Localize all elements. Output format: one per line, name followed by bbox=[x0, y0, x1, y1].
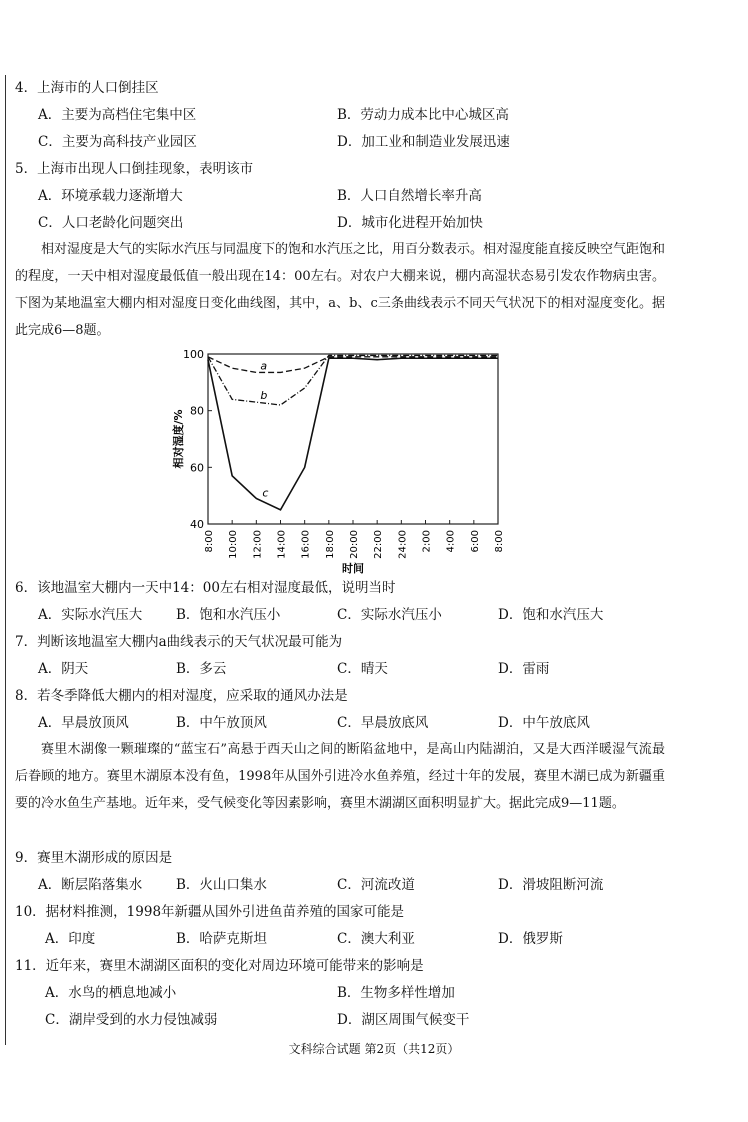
x-tick-label: 24:00 bbox=[397, 530, 409, 559]
q9-option-b: B．火山口集水 bbox=[176, 877, 267, 893]
q8-stem: 8．若冬季降低大棚内的相对湿度，应采取的通风办法是 bbox=[15, 688, 348, 704]
q7-option-b: B．多云 bbox=[176, 661, 227, 677]
q4-option-d: D．加工业和制造业发展迅速 bbox=[337, 134, 510, 150]
series-a-label: a bbox=[260, 359, 268, 373]
plot-frame bbox=[208, 354, 498, 524]
x-tick-label: 18:00 bbox=[324, 530, 336, 559]
y-axis-label: 相对湿度/% bbox=[172, 409, 185, 469]
q6-option-a: A．实际水汽压大 bbox=[38, 607, 143, 623]
q6-option-b: B．饱和水汽压小 bbox=[176, 607, 281, 623]
q9-option-a: A．断层陷落集水 bbox=[38, 877, 143, 893]
q7-option-d: D．雷雨 bbox=[498, 661, 550, 677]
q4-option-c: C．主要为高科技产业园区 bbox=[38, 134, 197, 150]
q4-option-b: B．劳动力成本比中心城区高 bbox=[337, 107, 509, 123]
margin-line bbox=[5, 75, 6, 1045]
q5-option-a: A．环境承载力逐渐增大 bbox=[38, 188, 183, 204]
y-tick-label: 100 bbox=[183, 348, 204, 361]
passage-sayram-lake: 赛里木湖像一颗璀璨的“蓝宝石”高悬于西天山之间的断陷盆地中，是高山内陆湖泊，又是大西洋暖湿气流最后眷顾的地方。赛里木湖原本没有鱼，1998年从国外引进冷水鱼养殖，经过十年的发展，赛里木湖已成为新疆重要的冷水鱼生产基地。近年来，受气候变化等因素影响，赛里木湖湖区面积明显扩大。据此完成9—11题。 bbox=[15, 742, 665, 811]
series-b-label: b bbox=[260, 389, 268, 403]
q7-stem: 7．判断该地温室大棚内a曲线表示的天气状况最可能为 bbox=[15, 634, 343, 650]
q9-option-d: D．滑坡阻断河流 bbox=[498, 877, 604, 893]
q8-option-b: B．中午放顶风 bbox=[176, 715, 267, 731]
q6-stem: 6．该地温室大棚内一天中14：00左右相对湿度最低，说明当时 bbox=[15, 580, 396, 596]
q9-option-c: C．河流改道 bbox=[337, 877, 415, 893]
q6-option-c: C．实际水汽压小 bbox=[337, 607, 442, 623]
x-tick-label: 6:00 bbox=[469, 530, 481, 553]
q8-option-c: C．早晨放底风 bbox=[337, 715, 429, 731]
passage-humidity: 相对湿度是大气的实际水汽压与同温度下的饱和水汽压之比，用百分数表示。相对湿度能直接反映空气距饱和的程度，一天中相对湿度最低值一般出现在14：00左右。对农户大棚来说，棚内高湿状态易引发农作物病虫害。下图为某地温室大棚内相对湿度日变化曲线图，其中，a、b、c三条曲线表示不同天气状况下的相对湿度变化。据此完成6—8题。 bbox=[15, 242, 666, 338]
y-tick-label: 60 bbox=[190, 461, 204, 475]
q8-option-a: A．早晨放顶风 bbox=[38, 715, 129, 731]
x-tick-label: 8:00 bbox=[204, 530, 215, 553]
q11-option-c: C．湖岸受到的水力侵蚀减弱 bbox=[45, 1012, 218, 1028]
series-a-line bbox=[208, 357, 498, 373]
x-tick-label: 20:00 bbox=[349, 530, 360, 559]
y-tick-label: 40 bbox=[190, 518, 204, 531]
x-tick-label: 12:00 bbox=[252, 530, 264, 559]
q5-option-c: C．人口老龄化问题突出 bbox=[38, 215, 184, 231]
q10-option-d: D．俄罗斯 bbox=[498, 931, 563, 947]
y-tick-label: 80 bbox=[190, 404, 204, 418]
q5-stem: 5．上海市出现人口倒挂现象，表明该市 bbox=[15, 161, 254, 177]
q8-option-d: D．中午放底风 bbox=[498, 715, 590, 731]
x-tick-label: 2:00 bbox=[421, 530, 433, 553]
q11-option-a: A．水鸟的栖息地减小 bbox=[45, 985, 177, 1001]
x-tick-label: 10:00 bbox=[228, 530, 240, 559]
x-tick-label: 22:00 bbox=[373, 530, 385, 559]
q10-option-b: B．哈萨克斯坦 bbox=[176, 931, 267, 947]
q7-option-c: C．晴天 bbox=[337, 661, 388, 677]
q11-option-d: D．湖区周围气候变干 bbox=[337, 1012, 470, 1028]
page-footer: 文科综合试题 第2页（共12页） bbox=[288, 1042, 460, 1056]
series-b-line bbox=[208, 355, 498, 405]
q4-option-a: A．主要为高档住宅集中区 bbox=[38, 107, 197, 123]
x-tick-label: 4:00 bbox=[445, 530, 457, 553]
q6-option-d: D．饱和水汽压大 bbox=[498, 607, 604, 623]
x-tick-label: 14:00 bbox=[276, 530, 288, 559]
q5-option-b: B．人口自然增长率升高 bbox=[337, 188, 482, 204]
series-c-line bbox=[208, 358, 498, 510]
q10-stem: 10．据材料推测，1998年新疆从国外引进鱼苗养殖的国家可能是 bbox=[15, 904, 405, 920]
q11-stem: 11．近年来，赛里木湖湖区面积的变化对周边环境可能带来的影响是 bbox=[15, 958, 424, 974]
q11-option-b: B．生物多样性增加 bbox=[337, 985, 455, 1001]
q10-option-c: C．澳大利亚 bbox=[337, 931, 415, 947]
humidity-chart bbox=[160, 338, 510, 578]
series-c-label: c bbox=[262, 486, 269, 500]
x-tick-label: 8:00 bbox=[494, 530, 505, 553]
q9-stem: 9．赛里木湖形成的原因是 bbox=[15, 850, 173, 866]
q4-stem: 4．上海市的人口倒挂区 bbox=[15, 80, 159, 96]
x-tick-label: 16:00 bbox=[300, 530, 312, 559]
q10-option-a: A．印度 bbox=[45, 931, 96, 947]
q7-option-a: A．阴天 bbox=[38, 661, 89, 677]
q5-option-d: D．城市化进程开始加快 bbox=[337, 215, 483, 231]
x-axis-label: 时间 bbox=[342, 562, 364, 575]
